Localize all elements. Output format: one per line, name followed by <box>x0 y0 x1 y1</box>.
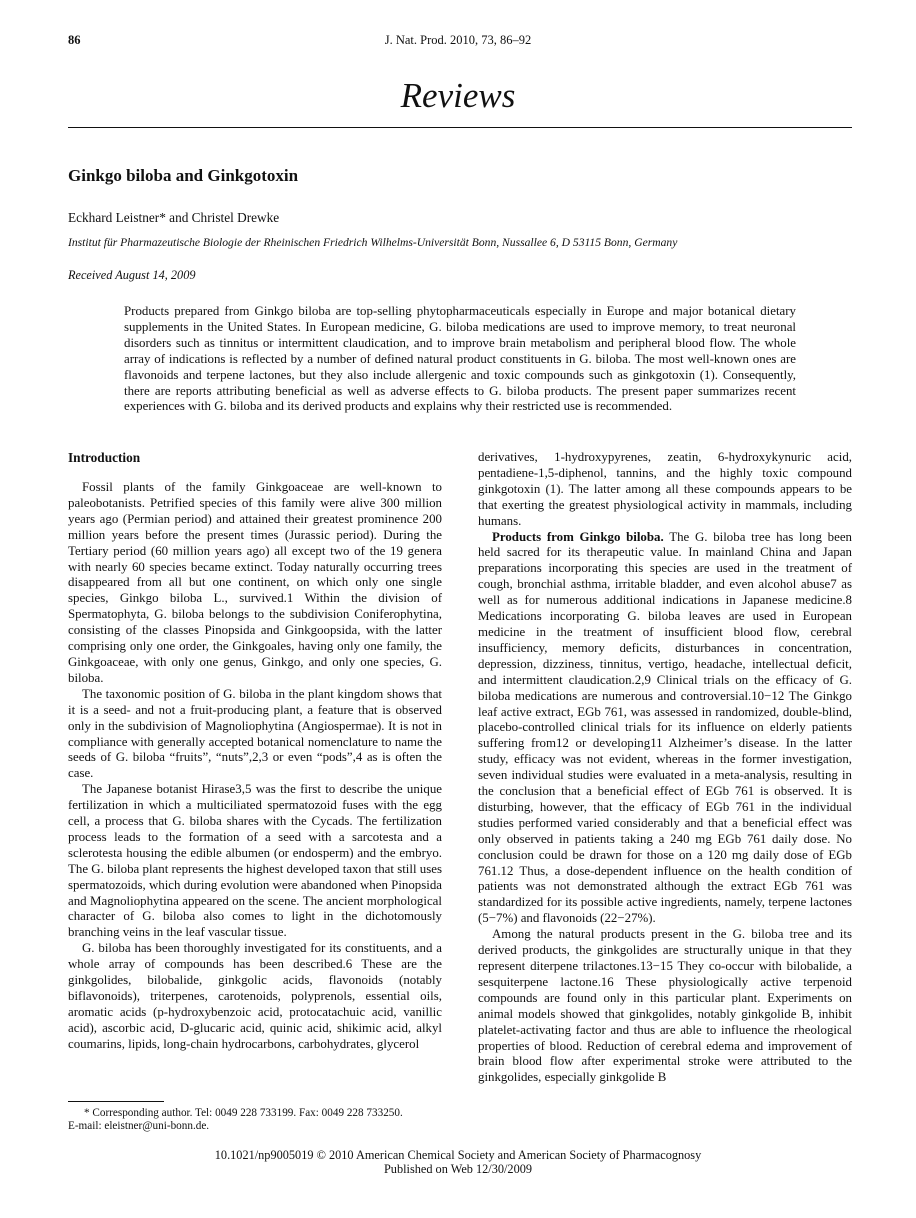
footnote <box>68 1107 448 1134</box>
received-date: Received August 14, 2009 <box>68 268 196 282</box>
footnote-rule <box>68 1101 164 1102</box>
paragraph: Fossil plants of the family Ginkgoaceae are well-known to paleobotanists. Petrified species of this family were alive 300 million years ago (Permian period) and attained their greatest prominence 200 million years before the present times (Jurassic period). During the Tertiary period (60 million years ago) all except two of the 19 genera with nearly 60 species became extinct. Today naturally occurring trees disappeared from all but one continent, on which only one single species, Ginkgo biloba L., survived.1 Within the division of Spermatophyta, G. biloba belongs to the subdivision Coniferophytina, consisting of the classes Pinopsida and Ginkgoopsida, with the latter comprising only one order, the Ginkgoales, having only one family, the Ginkgoaceae, with only one genus, Ginkgo, and only one species, G. biloba. <box>68 480 442 685</box>
paragraph: Among the natural products present in the G. biloba tree and its derived products, the ginkgolides are structurally unique in that they represent diterpene trilactones.13−15 They co-occur with bilobalide, a sesquiterpene lactone.16 These physiologically active terpenoid compounds are found only in this particular plant. Experiments on animal models showed that ginkgolides, notably ginkgolide B, inhibit platelet-activating factor and thus are able to influence the rheological properties of blood. Reduction of cerebral edema and improvement of brain blood flow after experimental stroke were attributed to the ginkgolides, especially ginkgolide B <box>478 927 852 1085</box>
section-title: Reviews <box>400 76 516 115</box>
corresponding-author: * Corresponding author. Tel: 0049 228 733199. Fax: 0049 228 733250. <box>84 1107 403 1119</box>
paragraph: The taxonomic position of G. biloba in the plant kingdom shows that it is a seed- and not a fruit-producing plant, a feature that is observed only in the subdivision of Magnoliophytina (Angiospermae). It is not in compliance with generally accepted botanical nomenclature to name the seeds of G. biloba “fruits”, “nuts”,2,3 or even “pods”,4 as is often the case. <box>68 686 442 781</box>
products-paragraph <box>478 530 852 928</box>
doi-copyright: 10.1021/np9005019 © 2010 American Chemical Society and American Society of Pharmacognosy <box>214 1148 702 1162</box>
left-column <box>68 450 442 1053</box>
header-rule <box>68 127 852 128</box>
abstract: Products prepared from Ginkgo biloba are top-selling phytopharmaceuticals especially in Europe and major botanical dietary supplements in the United States. In European medicine, G. biloba medications are used to improve memory, to treat neuronal disorders such as tinnitus or intermittent claudication, and to improve brain metabolism and peripheral blood flow. The whole array of indications is reflected by a number of defined natural product constituents in G. biloba. The most well-known ones are flavonoids and terpene lactones, but they also include allergenic and toxic compounds such as ginkgotoxin (1). Consequently, there are reports attributing beneficial as well as adverse effects to G. biloba products. The present paper summarizes recent experiences with G. biloba and its derived products and explains why their restricted use is recommended. <box>124 304 796 414</box>
email: E-mail: eleistner@uni-bonn.de. <box>68 1120 210 1133</box>
paragraph-text: The G. biloba tree has long been held sacred for its therapeutic value. In mainland China and Japan preparations incorporating this species are used in the treatment of cough, bronchial asthma, irritable bladder, and even alcohol abuse7 as well as for numerous additional indications in Japanese medicine.8 Medications incorporating G. biloba leaves are used in European medicine in the treatment of insufficient blood flow, cerebral insufficiency, memory deficits, disturbances in concentration, depression, dizziness, tinnitus, vertigo, headache, intellectual deficit, and intermittent claudication.2,9 Clinical trials on the efficacy of G. biloba medications are numerous and controversial.10−12 The Ginkgo leaf active extract, EGb 761, was assessed in randomized, double-blind, placebo-controlled clinical trials for its influence on elderly patients suffering from12 or developing11 Alzheimer’s disease. In the latter study, efficacy was not evident, whereas in the former investigation, seven individual studies were evaluated in a meta-analysis, resulting in the conclusion that a beneficial effect of EGb 761 is observed. It is disturbing, however, that the efficacy of EGb 761 in the individual studies performed varied considerably and that a beneficial effect was only observed in patients taking a 240 mg EGb 761 daily dose. No conclusion could be drawn for those on a 120 mg daily dose of EGb 761.12 Thus, a dose-dependent influence on the health condition of patients was not demonstrated although the extract EGb 761 was standardized for its possible active ingredients, namely, terpene lactones (5−7%) and flavonoids (22−27%). <box>478 529 852 926</box>
introduction-heading: Introduction <box>68 450 141 465</box>
authors: Eckhard Leistner* and Christel Drewke <box>68 210 280 225</box>
published-date: Published on Web 12/30/2009 <box>383 1162 533 1177</box>
journal-citation: J. Nat. Prod. 2010, 73, 86–92 <box>384 33 532 47</box>
page-footer <box>0 1148 916 1176</box>
affiliation: Institut für Pharmazeutische Biologie der Rheinischen Friedrich Wilhelms-Universität Bonn, Nussallee 6, D 53115 Bonn, Germany <box>68 236 678 249</box>
products-heading: Products from Ginkgo biloba. <box>492 529 664 544</box>
paragraph: G. biloba has been thoroughly investigated for its constituents, and a whole array of compounds has been described.6 These are the ginkgolides, bilobalide, ginkgolic acids, flavonoids (notably biflavonoids), triterpenes, carotenoids, polyprenols, essential oils, aromatic acids (p-hydroxybenzoic acid, protocatachuic acid, vanillic acid), ascorbic acid, D-glucaric acid, quinic acid, shikimic acid, alkyl coumarins, lipids, long-chain hydrocarbons, carbohydrates, glycerol <box>68 941 442 1051</box>
article-title: Ginkgo biloba and Ginkgotoxin <box>68 166 299 185</box>
page-number: 86 <box>68 33 81 47</box>
paragraph: derivatives, 1-hydroxypyrenes, zeatin, 6-hydroxykynuric acid, pentadiene-1,5-diphenol, tannins, and the highly toxic compound ginkgotoxin (1). The latter among all these compounds appears to be that exerting the greatest physiological activity in mammals, including humans. <box>478 450 852 528</box>
paragraph: The Japanese botanist Hirase3,5 was the first to describe the unique fertilization in which a multiciliated spermatozoid fuses with the egg cell, a process that G. biloba shares with the Cycads. The fertilization process leads to the formation of a seed with a sarcotesta and a sclerotesta housing the edible albumen (or endosperm) and the embryo. The G. biloba plant represents the highest developed taxon that still uses spermatozoids, which during evolution were abandoned when Pinopsida and Magnoliophytina appeared on the scene. The ancient morphological character of G. biloba also comes to light in the dichotomously branching veins in the leaf vascular tissue. <box>68 782 442 940</box>
right-column <box>478 450 852 1086</box>
